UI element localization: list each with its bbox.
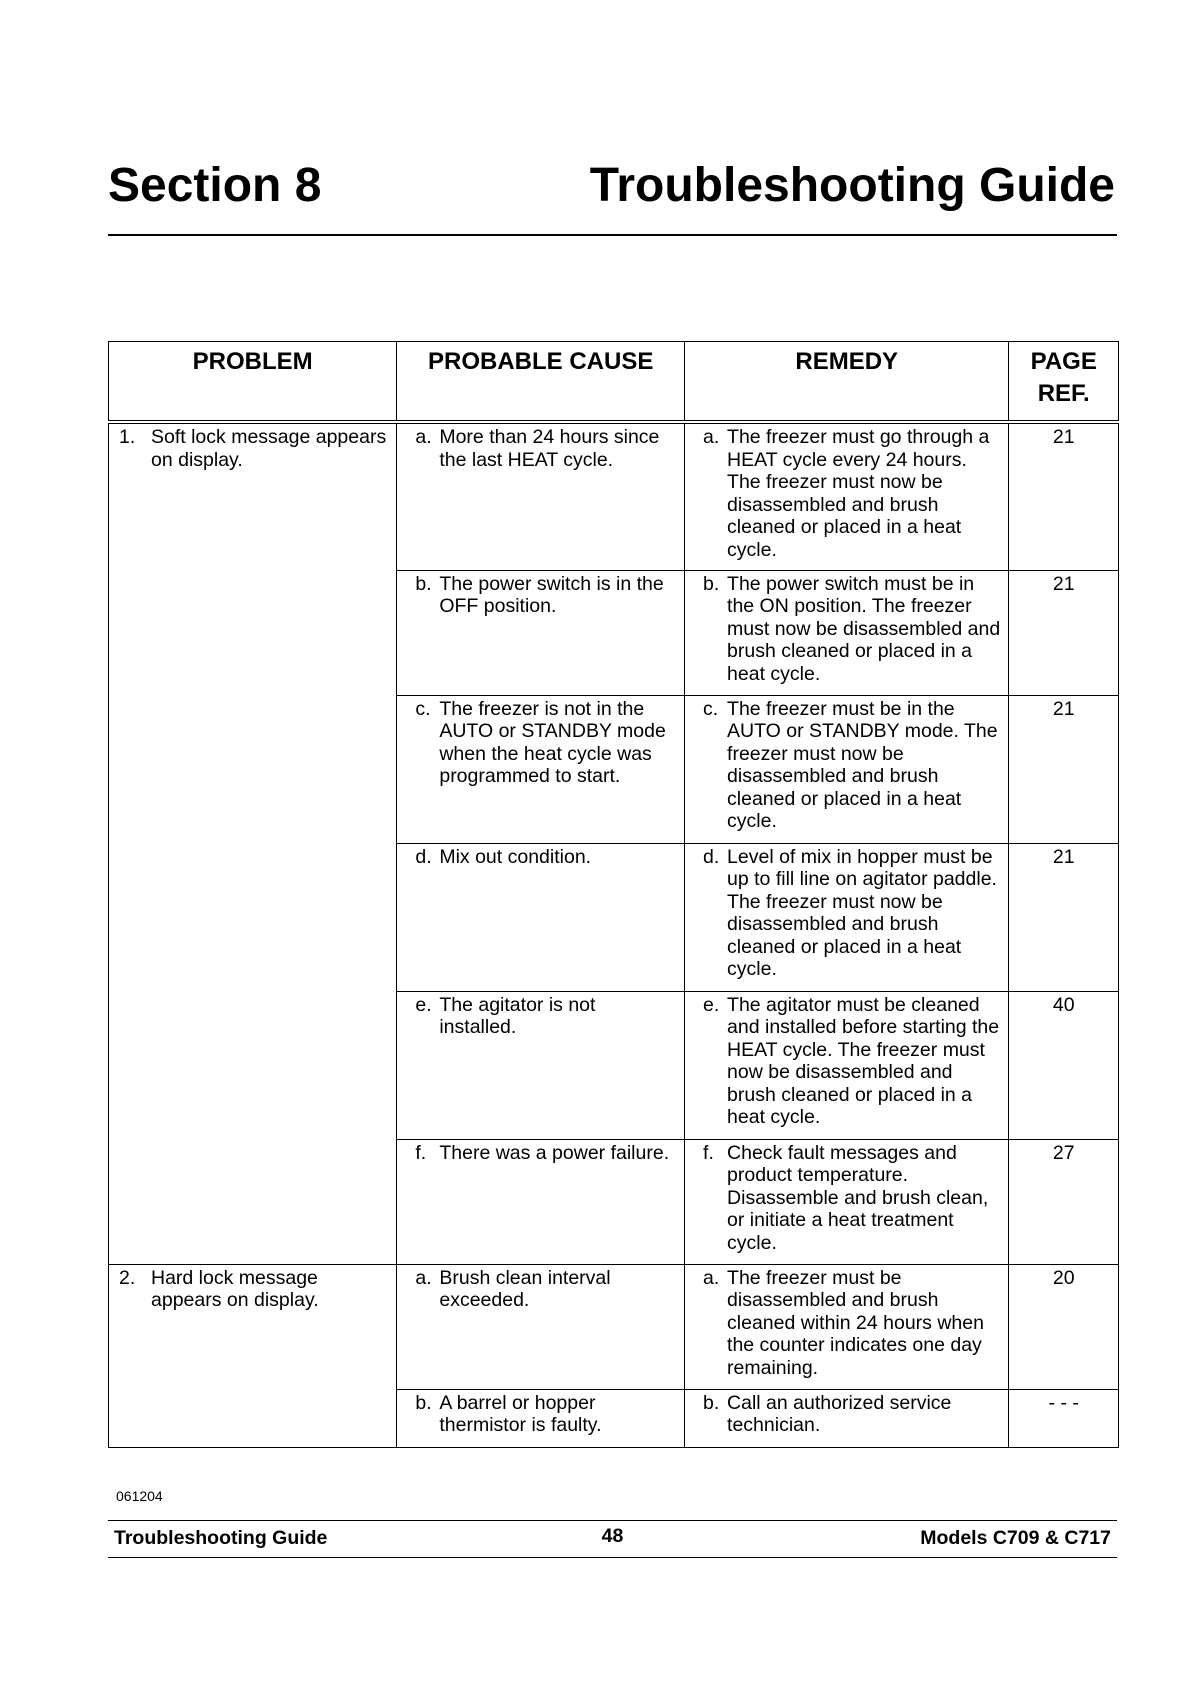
cause-cell bbox=[397, 422, 685, 570]
remedy-cell bbox=[685, 695, 1009, 843]
page-ref-cell: 21 bbox=[1009, 843, 1119, 991]
page-footer bbox=[108, 1520, 1117, 1558]
footer-models: Models C709 & C717 bbox=[920, 1527, 1111, 1549]
cause-letter: d. bbox=[415, 845, 432, 868]
remedy-cell bbox=[685, 1139, 1009, 1264]
remedy-text: The freezer must go through a HEAT cycle every 24 hours. The freezer must now be disassembled and brush cleaned or placed in a heat cycle. bbox=[727, 426, 990, 561]
remedy-text: The power switch must be in the ON position. The freezer must now be disassembled and brush cleaned or placed in a heat cycle. bbox=[727, 572, 1001, 685]
remedy-cell bbox=[685, 991, 1009, 1139]
header-page-ref: PAGE REF. bbox=[1009, 342, 1119, 423]
remedy-letter: a. bbox=[703, 1266, 720, 1289]
header-probable-cause: PROBABLE CAUSE bbox=[397, 342, 685, 423]
page-ref-cell: 21 bbox=[1009, 422, 1119, 570]
page-ref-cell: 20 bbox=[1009, 1264, 1119, 1389]
page-ref-cell: 40 bbox=[1009, 991, 1119, 1139]
remedy-text: Check fault messages and product temperature. Disassemble and brush clean, or initiate a heat treatment cycle. bbox=[727, 1141, 989, 1254]
page-ref-cell: - - - bbox=[1009, 1389, 1119, 1447]
cause-text: The freezer is not in the AUTO or STANDBY mode when the heat cycle was programmed to start. bbox=[439, 697, 666, 787]
cause-cell bbox=[397, 570, 685, 695]
cause-letter: a. bbox=[415, 426, 432, 448]
page-ref-cell: 21 bbox=[1009, 570, 1119, 695]
remedy-letter: b. bbox=[703, 1391, 720, 1414]
remedy-cell bbox=[685, 843, 1009, 991]
cause-text: Mix out condition. bbox=[439, 845, 592, 868]
remedy-letter: d. bbox=[703, 845, 720, 868]
remedy-text: Call an authorized service technician. bbox=[727, 1391, 952, 1436]
page-number: 48 bbox=[601, 1525, 624, 1547]
remedy-cell bbox=[685, 422, 1009, 570]
cause-letter: c. bbox=[415, 697, 431, 720]
remedy-text: The agitator must be cleaned and installed before starting the HEAT cycle. The freezer must now be disassembled and brush cleaned or placed in a heat cycle. bbox=[727, 993, 1000, 1128]
cause-text: A barrel or hopper thermistor is faulty. bbox=[439, 1391, 602, 1436]
remedy-letter: c. bbox=[703, 697, 719, 720]
cause-text: The power switch is in the OFF position. bbox=[439, 572, 664, 617]
problem-number: 1. bbox=[119, 426, 136, 448]
page-header bbox=[108, 150, 1117, 236]
remedy-letter: e. bbox=[703, 993, 720, 1016]
cause-cell bbox=[397, 695, 685, 843]
remedy-text: The freezer must be disassembled and brush cleaned within 24 hours when the counter indicates one day remaining. bbox=[727, 1266, 984, 1379]
table-row bbox=[109, 422, 1119, 570]
remedy-letter: a. bbox=[703, 426, 720, 448]
problem-text: Soft lock message appears on display. bbox=[151, 426, 387, 471]
cause-letter: b. bbox=[415, 1391, 432, 1414]
table-row bbox=[109, 1264, 1119, 1389]
cause-cell bbox=[397, 1389, 685, 1447]
remedy-letter: f. bbox=[703, 1141, 714, 1164]
cause-cell bbox=[397, 1264, 685, 1389]
remedy-text: The freezer must be in the AUTO or STANDBY mode. The freezer must now be disassembled and brush cleaned or placed in a heat cycle. bbox=[727, 697, 998, 832]
cause-letter: e. bbox=[415, 993, 432, 1016]
cause-letter: a. bbox=[415, 1266, 432, 1289]
remedy-cell bbox=[685, 1389, 1009, 1447]
cause-cell bbox=[397, 843, 685, 991]
document-code: 061204 bbox=[116, 1488, 163, 1504]
section-number: Section 8 bbox=[108, 159, 322, 212]
cause-text: There was a power failure. bbox=[439, 1141, 670, 1164]
cause-text: The agitator is not installed. bbox=[439, 993, 596, 1038]
problem-number: 2. bbox=[119, 1266, 136, 1289]
problem-cell bbox=[109, 1264, 397, 1447]
page-ref-cell: 27 bbox=[1009, 1139, 1119, 1264]
remedy-cell bbox=[685, 1264, 1009, 1389]
remedy-text: Level of mix in hopper must be up to fill line on agitator paddle. The freezer must now be disassembled and brush cleaned or placed in a heat cycle. bbox=[727, 845, 997, 980]
footer-title: Troubleshooting Guide bbox=[114, 1527, 328, 1549]
cause-letter: b. bbox=[415, 572, 432, 595]
cause-cell bbox=[397, 991, 685, 1139]
cause-text: More than 24 hours since the last HEAT cycle. bbox=[439, 426, 660, 471]
cause-letter: f. bbox=[415, 1141, 427, 1164]
problem-text: Hard lock message appears on display. bbox=[151, 1266, 319, 1311]
table-header-row bbox=[109, 342, 1119, 423]
remedy-letter: b. bbox=[703, 572, 720, 595]
problem-cell bbox=[109, 422, 397, 1264]
troubleshooting-table bbox=[108, 341, 1119, 1448]
section-title: Troubleshooting Guide bbox=[589, 159, 1115, 212]
page-ref-cell: 21 bbox=[1009, 695, 1119, 843]
header-remedy: REMEDY bbox=[685, 342, 1009, 423]
cause-cell bbox=[397, 1139, 685, 1264]
cause-text: Brush clean interval exceeded. bbox=[439, 1266, 611, 1311]
remedy-cell bbox=[685, 570, 1009, 695]
header-problem: PROBLEM bbox=[109, 342, 397, 423]
